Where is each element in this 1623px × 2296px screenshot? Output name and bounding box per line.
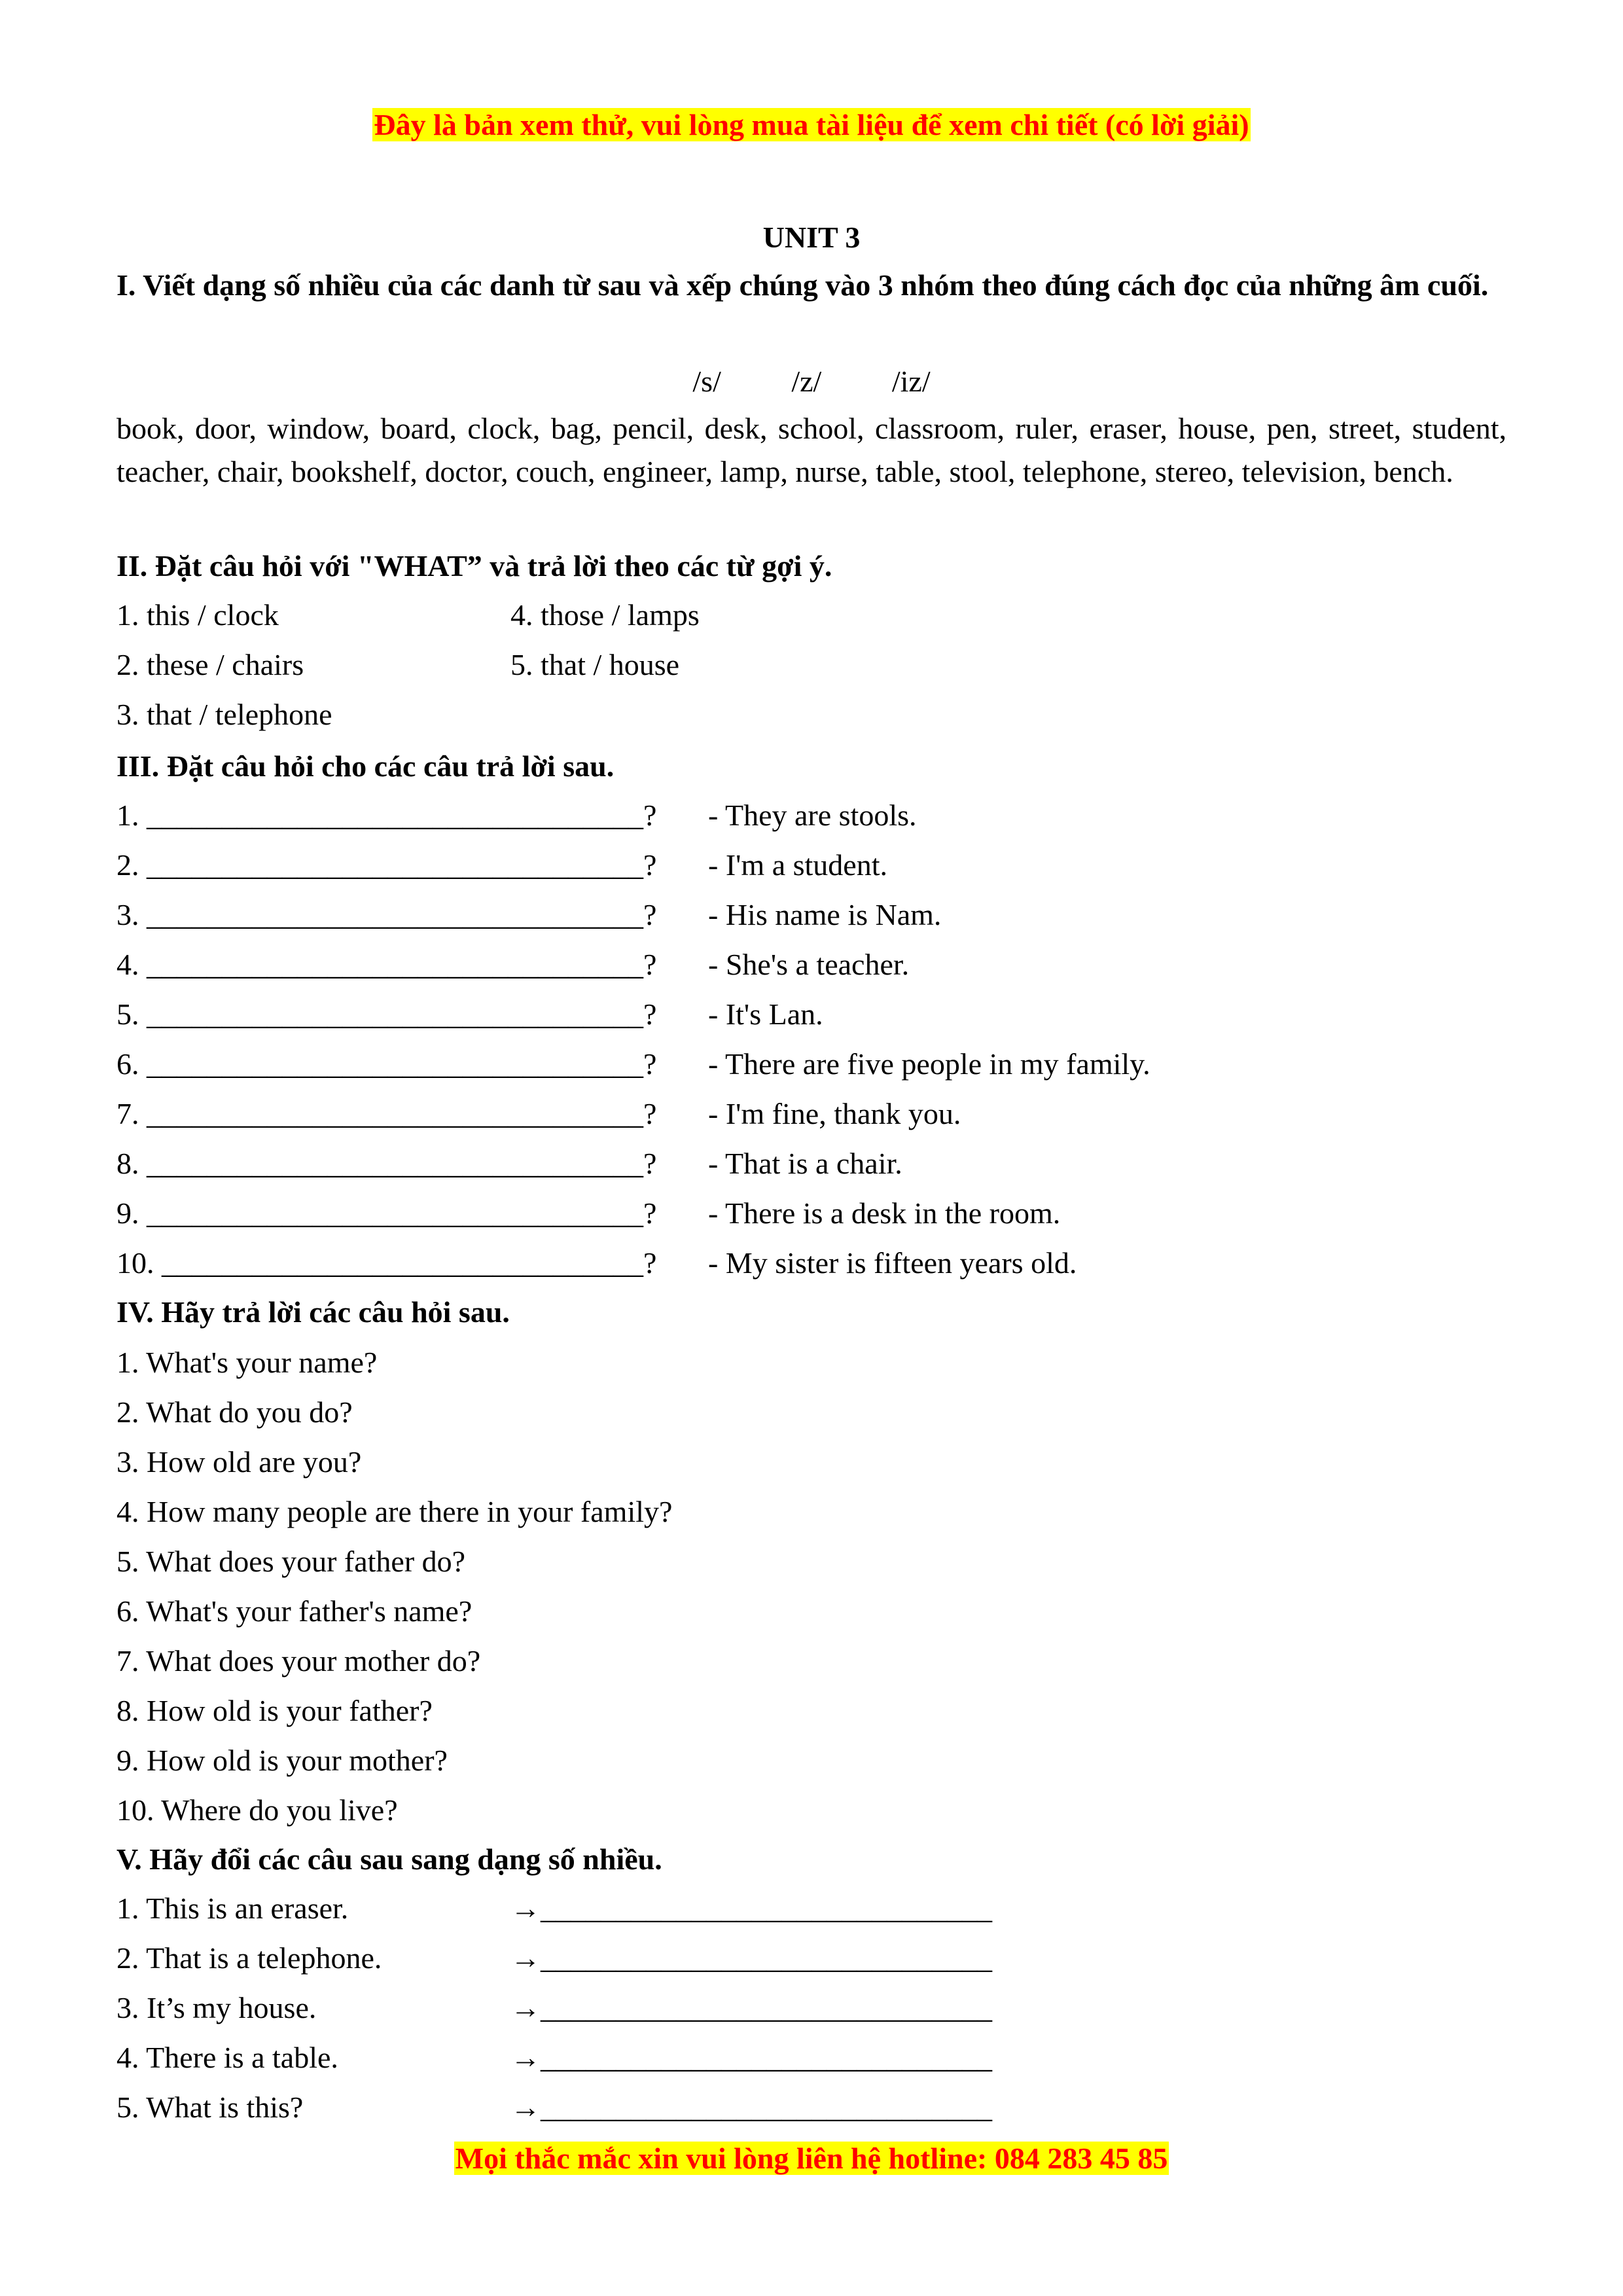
question-item: 2. What do you do? xyxy=(116,1395,353,1429)
question-item: 9. How old is your mother? xyxy=(116,1744,448,1777)
given-answer: - She's a teacher. xyxy=(708,948,910,981)
question-blank: 9. _________________________________? xyxy=(116,1196,657,1230)
question-item: 4. How many people are there in your family? xyxy=(116,1495,673,1528)
question-blank: 10. ________________________________? xyxy=(116,1246,657,1280)
given-answer: - There is a desk in the room. xyxy=(708,1196,1061,1230)
section1-heading: I. Viết dạng số nhiều của các danh từ sau và xếp chúng vào 3 nhóm theo đúng cách đọc của những âm cuối. xyxy=(116,268,1489,302)
answer-blank: →______________________________ xyxy=(510,1941,992,1975)
question-blank: 8. _________________________________? xyxy=(116,1147,657,1180)
given-answer: - My sister is fifteen years old. xyxy=(708,1246,1077,1280)
sentence-item: 2. That is a telephone. xyxy=(116,1941,382,1975)
given-answer: - It's Lan. xyxy=(708,997,823,1031)
unit-title: UNIT 3 xyxy=(762,221,861,254)
question-blank: 5. _________________________________? xyxy=(116,997,657,1031)
sentence-item: 1. This is an eraser. xyxy=(116,1892,349,1925)
question-item: 10. Where do you live? xyxy=(116,1793,398,1827)
given-answer: - That is a chair. xyxy=(708,1147,902,1180)
question-blank: 1. _________________________________? xyxy=(116,798,657,832)
given-answer: - His name is Nam. xyxy=(708,898,942,931)
section5-heading: V. Hãy đổi các câu sau sang dạng số nhiều. xyxy=(116,1842,662,1876)
section4-heading: IV. Hãy trả lời các câu hỏi sau. xyxy=(116,1295,510,1329)
prompt-item: 5. that / house xyxy=(510,648,680,681)
given-answer: - I'm fine, thank you. xyxy=(708,1097,961,1130)
sentence-item: 3. It’s my house. xyxy=(116,1991,317,2024)
question-item: 5. What does your father do? xyxy=(116,1545,466,1578)
sound-z: /z/ xyxy=(791,365,822,398)
given-answer: - I'm a student. xyxy=(708,848,888,882)
question-item: 1. What's your name? xyxy=(116,1346,378,1379)
preview-notice-text: Đây là bản xem thử, vui lòng mua tài liệu để xem chi tiết (có lời giải) xyxy=(374,108,1249,141)
hotline-notice-text: Mọi thắc mắc xin vui lòng liên hệ hotline: 084 283 45 85 xyxy=(455,2142,1168,2175)
question-blank: 2. _________________________________? xyxy=(116,848,657,882)
answer-blank: →______________________________ xyxy=(510,2090,992,2124)
question-item: 6. What's your father's name? xyxy=(116,1594,473,1628)
question-blank: 3. _________________________________? xyxy=(116,898,657,931)
answer-blank: →______________________________ xyxy=(510,1892,992,1925)
given-answer: - They are stools. xyxy=(708,798,917,832)
word-list: book, door, window, board, clock, bag, pencil, desk, school, classroom, ruler, eraser, house, pen, street, student, teacher, chair, bookshelf, doctor, couch, engineer, lamp, nurse, table, stool, telephone, stereo, television, bench. xyxy=(116,412,1507,488)
prompt-item: 1. this / clock xyxy=(116,598,279,632)
question-item: 3. How old are you? xyxy=(116,1445,362,1479)
sound-s: /s/ xyxy=(692,365,721,398)
prompt-item: 4. those / lamps xyxy=(510,598,700,632)
question-item: 7. What does your mother do? xyxy=(116,1644,481,1677)
sound-iz: /iz/ xyxy=(891,365,931,398)
prompt-item: 3. that / telephone xyxy=(116,698,332,731)
question-blank: 7. _________________________________? xyxy=(116,1097,657,1130)
section3-heading: III. Đặt câu hỏi cho các câu trả lời sau. xyxy=(116,749,615,783)
sound-groups xyxy=(116,363,1507,400)
answer-blank: →______________________________ xyxy=(510,1991,992,2024)
question-blank: 4. _________________________________? xyxy=(116,948,657,981)
sentence-item: 5. What is this? xyxy=(116,2090,304,2124)
preview-notice xyxy=(116,107,1507,143)
section2-heading: II. Đặt câu hỏi với "WHAT” và trả lời theo các từ gợi ý. xyxy=(116,549,832,583)
question-blank: 6. _________________________________? xyxy=(116,1047,657,1081)
sentence-item: 4. There is a table. xyxy=(116,2041,338,2074)
answer-blank: →______________________________ xyxy=(510,2041,992,2074)
question-item: 8. How old is your father? xyxy=(116,1694,433,1727)
hotline-notice xyxy=(116,2140,1507,2177)
given-answer: - There are five people in my family. xyxy=(708,1047,1150,1081)
prompt-item: 2. these / chairs xyxy=(116,648,304,681)
